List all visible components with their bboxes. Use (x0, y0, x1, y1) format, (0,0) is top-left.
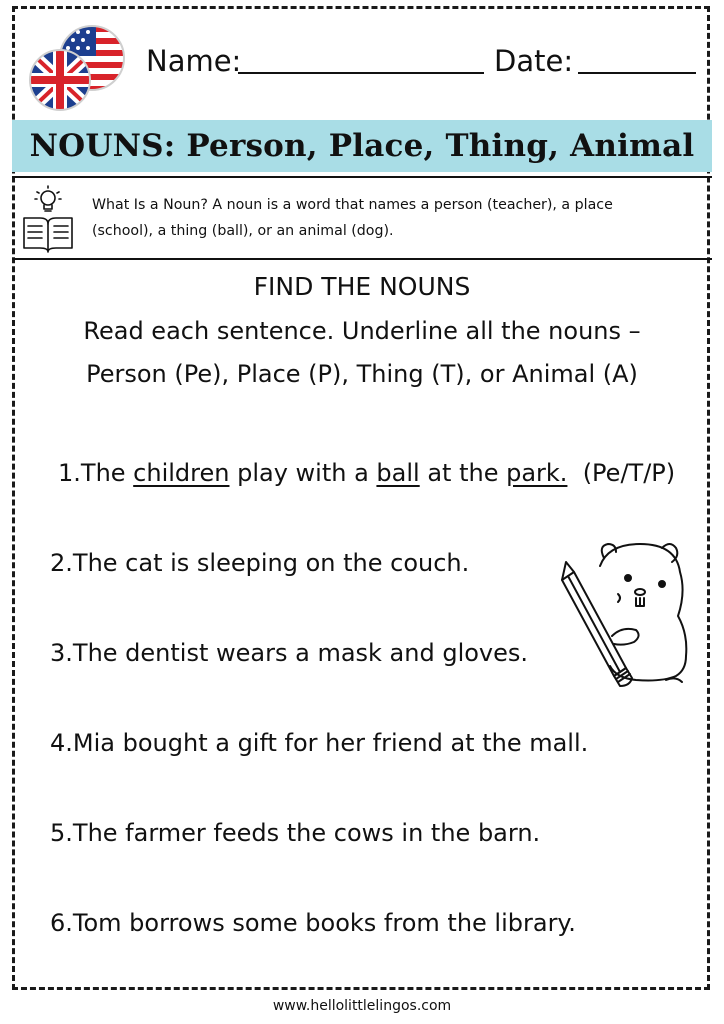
date-field[interactable] (578, 72, 696, 74)
example-answer: (Pe/T/P) (567, 459, 676, 487)
question-text[interactable]: The dentist wears a mask and gloves. (72, 639, 529, 667)
instruction-line-1: Read each sentence. Underline all the nouns – (83, 317, 641, 345)
noun-definition (92, 192, 692, 244)
question-number: 3. (50, 639, 73, 667)
question-5 (50, 819, 540, 847)
instructions (0, 310, 724, 396)
question-number: 2. (50, 549, 73, 577)
info-box (12, 176, 712, 260)
question-text[interactable]: Mia bought a gift for her friend at the mall. (72, 729, 589, 757)
question-text[interactable]: Tom borrows some books from the library. (72, 909, 576, 937)
example-sentence: 1.The children play with a ball at the park. (Pe/T/P) (58, 459, 676, 487)
section-title: FIND THE NOUNS (253, 272, 471, 301)
underlined-noun: park. (506, 459, 568, 487)
question-6 (50, 909, 576, 937)
footer-website: www.hellolittlelingos.com (272, 998, 452, 1014)
definition-line-1: What Is a Noun? A noun is a word that names a person (teacher), a place (92, 197, 613, 213)
question-number: 6. (50, 909, 73, 937)
name-field[interactable] (238, 72, 484, 74)
date-label: Date: (494, 44, 574, 78)
page-title: NOUNS: Person, Place, Thing, Animal (29, 128, 695, 164)
name-label: Name: (146, 44, 242, 78)
hamster-pencil-icon (556, 536, 694, 694)
lightbulb-book-icon (20, 184, 76, 254)
flags-logo-icon (26, 22, 130, 114)
question-3 (50, 639, 528, 667)
question-2 (50, 549, 469, 577)
question-number: 4. (50, 729, 73, 757)
title-banner (12, 120, 712, 172)
underlined-noun: children (133, 459, 230, 487)
question-number: 5. (50, 819, 73, 847)
question-4 (50, 729, 588, 757)
definition-line-2: (school), a thing (ball), or an animal (dog). (92, 223, 394, 239)
instruction-line-2: Person (Pe), Place (P), Thing (T), or Animal (A) (86, 360, 638, 388)
question-number: 1. (58, 459, 81, 487)
question-text[interactable]: The farmer feeds the cows in the barn. (72, 819, 541, 847)
question-text[interactable]: The cat is sleeping on the couch. (72, 549, 470, 577)
underlined-noun: ball (376, 459, 420, 487)
